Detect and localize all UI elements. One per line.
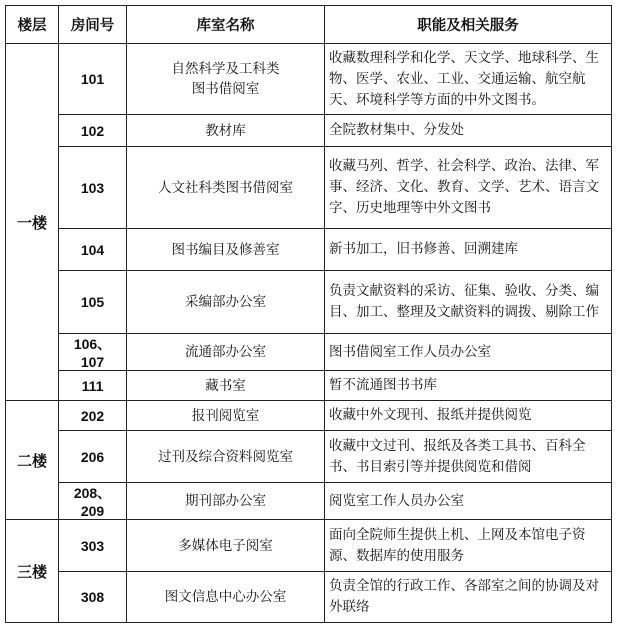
name-cell: 期刊部办公室 xyxy=(127,483,325,520)
header-services: 职能及相关服务 xyxy=(325,6,612,44)
table-row xyxy=(6,44,612,115)
table-row xyxy=(6,229,612,271)
name-cell xyxy=(127,44,325,115)
table-row xyxy=(6,115,612,147)
table-row xyxy=(6,401,612,431)
room-cell: 105 xyxy=(59,271,127,334)
header-row xyxy=(6,6,612,44)
header-name: 库室名称 xyxy=(127,6,325,44)
services-cell: 全院教材集中、分发处 xyxy=(325,115,612,147)
name-cell: 人文社科类图书借阅室 xyxy=(127,147,325,229)
table-row xyxy=(6,147,612,229)
table-row xyxy=(6,431,612,483)
name-cell: 教材库 xyxy=(127,115,325,147)
room-cell: 303 xyxy=(59,520,127,572)
services-cell: 收藏中外文现刊、报纸并提供阅览 xyxy=(325,401,612,431)
services-cell: 收藏数理科学和化学、天文学、地球科学、生物、医学、农业、工业、交通运输、航空航天、环境科学等方面的中外文图书。 xyxy=(325,44,612,115)
name-cell: 报刊阅览室 xyxy=(127,401,325,431)
room-cell: 104 xyxy=(59,229,127,271)
name-line: 图书借阅室 xyxy=(191,81,260,97)
name-cell: 采编部办公室 xyxy=(127,271,325,334)
table-row xyxy=(6,572,612,623)
room-cell: 103 xyxy=(59,147,127,229)
library-rooms-table xyxy=(5,5,612,623)
floor-cell-2: 二楼 xyxy=(6,401,59,520)
header-room: 房间号 xyxy=(59,6,127,44)
services-cell: 收藏中文过刊、报纸及各类工具书、百科全书、书目索引等并提供阅览和借阅 xyxy=(325,431,612,483)
services-cell: 负责全馆的行政工作、各部室之间的协调及对外联络 xyxy=(325,572,612,623)
room-cell: 102 xyxy=(59,115,127,147)
table-row xyxy=(6,271,612,334)
room-cell: 101 xyxy=(59,44,127,115)
header-floor: 楼层 xyxy=(6,6,59,44)
name-cell: 图书编目及修善室 xyxy=(127,229,325,271)
room-cell: 308 xyxy=(59,572,127,623)
room-cell: 208、209 xyxy=(59,483,127,520)
name-cell: 藏书室 xyxy=(127,371,325,401)
floor-cell-3: 三楼 xyxy=(6,520,59,623)
room-cell: 111 xyxy=(59,371,127,401)
services-cell: 暂不流通图书书库 xyxy=(325,371,612,401)
services-cell: 阅览室工作人员办公室 xyxy=(325,483,612,520)
room-cell: 106、107 xyxy=(59,334,127,371)
table-row xyxy=(6,483,612,520)
name-cell: 多媒体电子阅室 xyxy=(127,520,325,572)
services-cell: 负责文献资料的采访、征集、验收、分类、编目、加工、整理及文献资料的调拨、剔除工作 xyxy=(325,271,612,334)
table-row xyxy=(6,371,612,401)
services-cell: 图书借阅室工作人员办公室 xyxy=(325,334,612,371)
name-cell: 流通部办公室 xyxy=(127,334,325,371)
table-row xyxy=(6,520,612,572)
services-cell: 收藏马列、哲学、社会科学、政治、法律、军事、经济、文化、教育、文学、艺术、语言文字、历史地理等中外文图书 xyxy=(325,147,612,229)
table-row xyxy=(6,334,612,371)
name-cell: 过刊及综合资料阅览室 xyxy=(127,431,325,483)
room-cell: 202 xyxy=(59,401,127,431)
name-cell: 图文信息中心办公室 xyxy=(127,572,325,623)
floor-cell-1: 一楼 xyxy=(6,44,59,401)
name-line: 自然科学及工科类 xyxy=(171,61,280,77)
services-cell: 新书加工，旧书修善、回溯建库 xyxy=(325,229,612,271)
services-cell: 面向全院师生提供上机、上网及本馆电子资源、数据库的使用服务 xyxy=(325,520,612,572)
room-cell: 206 xyxy=(59,431,127,483)
